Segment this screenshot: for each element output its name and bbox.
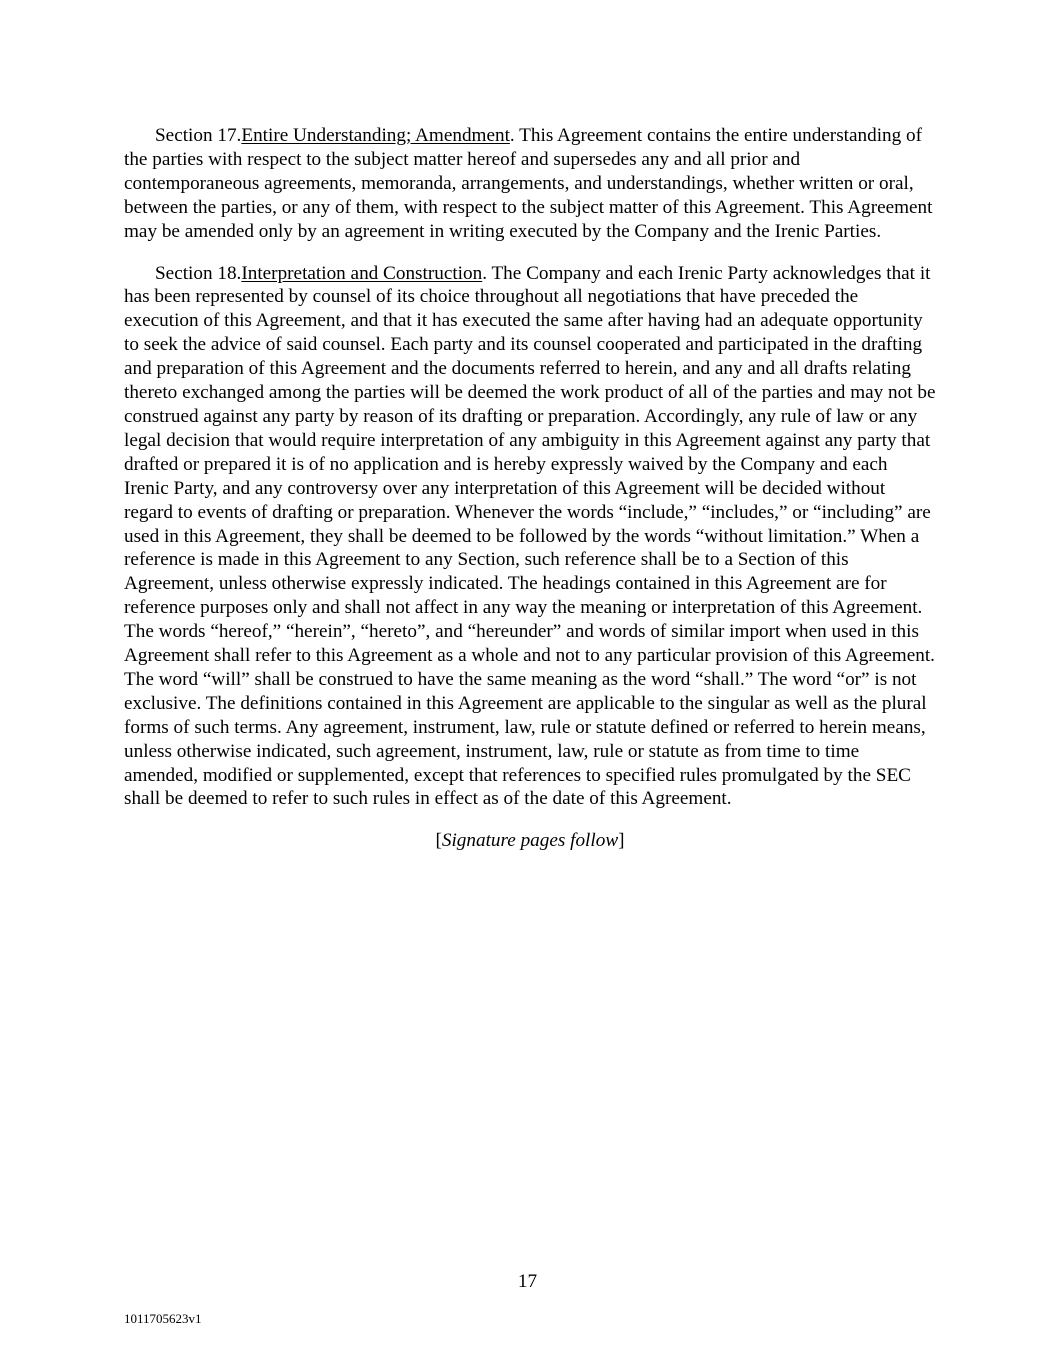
signature-pages-note <box>124 829 936 853</box>
section-17-paragraph <box>124 124 936 244</box>
section-17-body: . This Agreement contains the entire understanding of the parties with respect to the subject matter hereof and supersedes any and all prior and contemporaneous agreements, memoranda, arrangements, and understandings, whether written or oral, between the parties, or any of them, with respect to the subject matter of this Agreement. This Agreement may be amended only by an agreement in writing executed by the Company and the Irenic Parties. <box>124 125 933 242</box>
page-number: 17 <box>517 1271 538 1292</box>
document-page <box>124 124 936 853</box>
signature-note-text: Signature pages follow <box>441 830 619 852</box>
section-17-heading: Entire Understanding; Amendment <box>241 125 510 146</box>
signature-open-bracket: [ <box>435 830 442 852</box>
section-18-heading: Interpretation and Construction <box>241 262 483 284</box>
signature-close-bracket: ] <box>618 830 625 852</box>
section-18-number: Section 18. <box>155 262 242 284</box>
section-17-number: Section 17. <box>155 125 242 146</box>
document-id: 1011705623v1 <box>124 1311 202 1326</box>
section-18-body: . The Company and each Irenic Party acknowledges that it has been represented by counsel of its choice throughout all negotiations that have preceded the execution of this Agreement, and that it has executed the same after having had an adequate opportunity to seek the advice of said counsel. Each party and its counsel cooperated and participated in the drafting and preparation of this Agreement and the documents referred to herein, and any and all drafts relating thereto exchanged among the parties will be deemed the work product of all of the parties and may not be construed against any party by reason of its drafting or preparation. Accordingly, any rule of law or any legal decision that would require interpretation of any ambiguity in this Agreement against any party that drafted or prepared it is of no application and is hereby expressly waived by the Company and each Irenic Party, and any controversy over any interpretation of this Agreement will be decided without regard to events of drafting or preparation. Whenever the words “include,” “includes,” or “including” are used in this Agreement, they shall be deemed to be followed by the words “without limitation.” When a reference is made in this Agreement to any Section, such reference shall be to a Section of this Agreement, unless otherwise expressly indicated. The headings contained in this Agreement are for reference purposes only and shall not affect in any way the meaning or interpretation of this Agreement. The words “hereof,” “herein”, “hereto”, and “hereunder” and words of similar import when used in this Agreement shall refer to this Agreement as a whole and not to any particular provision of this Agreement. The word “will” shall be construed to have the same meaning as the word “shall.” The word “or” is not exclusive. The definitions contained in this Agreement are applicable to the singular as well as the plural forms of such terms. Any agreement, instrument, law, rule or statute defined or referred to herein means, unless otherwise indicated, such agreement, instrument, law, rule or statute as from time to time amended, modified or supplemented, except that references to specified rules promulgated by the SEC shall be deemed to refer to such rules in effect as of the date of this Agreement. <box>124 262 936 810</box>
section-18-paragraph <box>124 262 936 812</box>
